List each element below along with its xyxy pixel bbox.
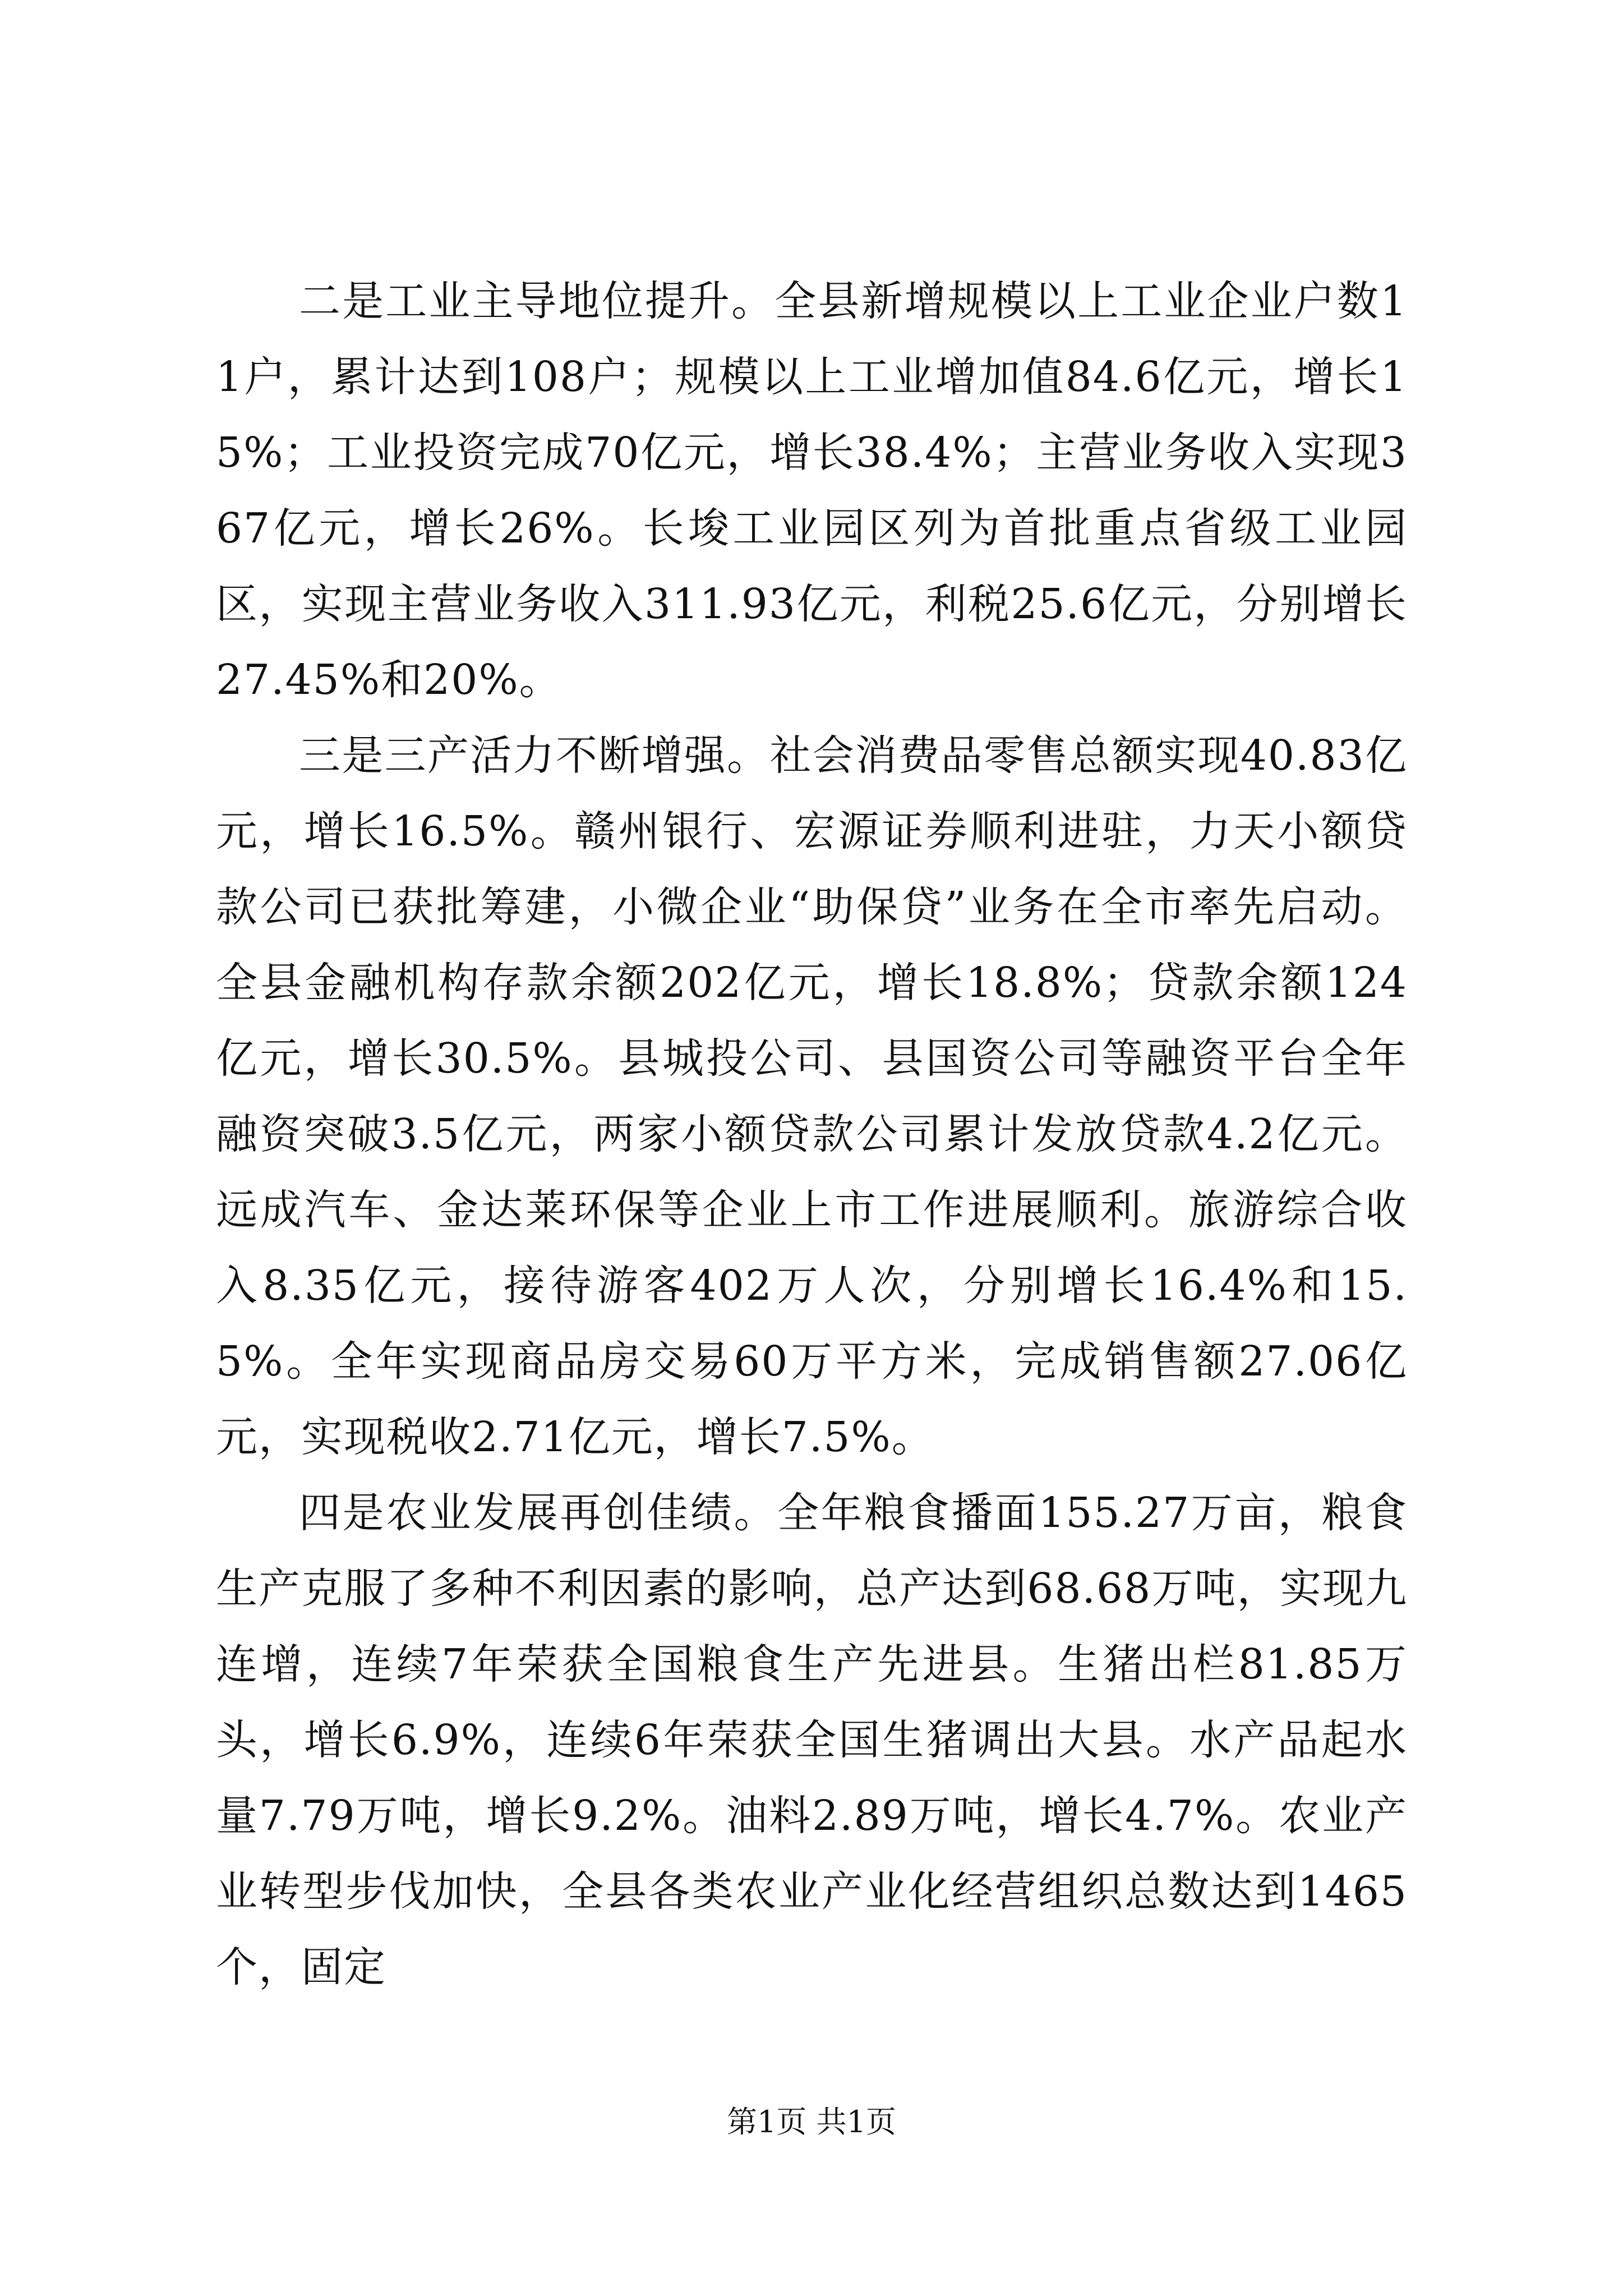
paragraph-industry: 二是工业主导地位提升。全县新增规模以上工业企业户数11户，累计达到108户；规模以上工业增加值84.6亿元，增长15%；工业投资完成70亿元，增长38.4%；主营业务收入实现367亿元，增长26%。长埈工业园区列为首批重点省级工业园区，实现主营业务收入311.93亿元，利税25.6亿元，分别增长27.45%和20%。	[216, 277, 1408, 704]
paragraph-agriculture: 四是农业发展再创佳绩。全年粮食播面155.27万亩，粮食生产克服了多种不利因素的影响，总产达到68.68万吨，实现九连增，连续7年荣获全国粮食生产先进县。生猪出栏81.85万头，增长6.9%，连续6年荣获全国生猪调出大县。水产品起水量7.79万吨，增长9.2%。油料2.89万吨，增长4.7%。农业产业转型步伐加快，全县各类农业产业化经营组织总数达到1465个，固定	[216, 1489, 1408, 1991]
document-body	[216, 264, 1408, 2005]
page-footer: 第1页 共1页	[727, 2104, 896, 2139]
paragraph-services: 三是三产活力不断增强。社会消费品零售总额实现40.83亿元，增长16.5%。赣州银行、宏源证券顺利进驻，力天小额贷款公司已获批筹建，小微企业“助保贷”业务在全市率先启动。全县金融机构存款余额202亿元，增长18.8%；贷款余额124亿元，增长30.5%。县城投公司、县国资公司等融资平台全年融资突破3.5亿元，两家小额贷款公司累计发放贷款4.2亿元。远成汽车、金达莱环保等企业上市工作进展顺利。旅游综合收入8.35亿元，接待游客402万人次，分别增长16.4%和15.5%。全年实现商品房交易60万平方米，完成销售额27.06亿元，实现税收2.71亿元，增长7.5%。	[216, 731, 1408, 1461]
